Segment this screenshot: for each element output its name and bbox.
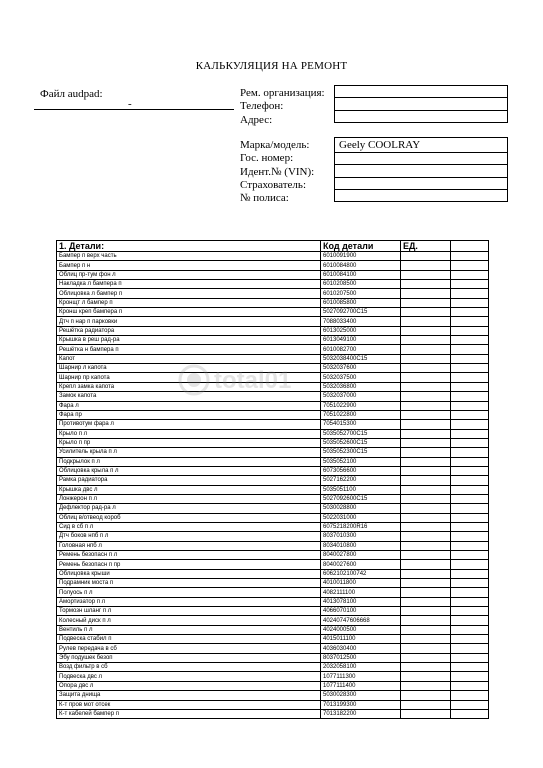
part-code-cell: 4024000500 — [321, 625, 401, 634]
table-row — [57, 522, 489, 531]
table-row — [57, 261, 489, 270]
table-row — [57, 607, 489, 616]
parts-table — [56, 240, 489, 719]
part-unit-cell — [401, 270, 451, 279]
part-extra-cell — [451, 317, 489, 326]
table-row — [57, 560, 489, 569]
table-row — [57, 252, 489, 261]
part-unit-cell — [401, 326, 451, 335]
part-code-cell: 7088033400 — [321, 317, 401, 326]
part-code-cell: 5035051100 — [321, 485, 401, 494]
part-name-cell: Подвеска двс л — [57, 672, 321, 681]
part-code-cell: 5032038400C15 — [321, 354, 401, 363]
part-code-cell: 7051022900 — [321, 401, 401, 410]
part-code-cell: 5030028300 — [321, 691, 401, 700]
table-row — [57, 308, 489, 317]
part-name-cell: Фара л — [57, 401, 321, 410]
part-unit-cell — [401, 691, 451, 700]
part-unit-cell — [401, 457, 451, 466]
part-code-cell: 5032037000 — [321, 392, 401, 401]
part-name-cell: Опора двс л — [57, 681, 321, 690]
part-unit-cell — [401, 466, 451, 475]
make-model-field[interactable]: Geely COOLRAY — [334, 137, 508, 153]
part-name-cell: Фара пр — [57, 410, 321, 419]
part-extra-cell — [451, 551, 489, 560]
table-row — [57, 270, 489, 279]
part-extra-cell — [451, 345, 489, 354]
repair-org-label: Рем. организация: — [240, 87, 325, 99]
part-unit-cell — [401, 448, 451, 457]
part-name-cell: Противотум фара л — [57, 420, 321, 429]
part-unit-cell — [401, 336, 451, 345]
file-label: Файл audpad: — [40, 88, 103, 100]
vehicle-fields — [334, 137, 508, 202]
file-value: - — [128, 98, 132, 110]
part-code-cell: 6013049100 — [321, 336, 401, 345]
table-row — [57, 597, 489, 606]
table-row — [57, 672, 489, 681]
part-code-cell: 6073056600 — [321, 466, 401, 475]
table-row — [57, 438, 489, 447]
part-code-cell: 1077111300 — [321, 672, 401, 681]
part-extra-cell — [451, 672, 489, 681]
column-header-code: Код детали — [321, 241, 401, 252]
plate-field[interactable] — [334, 152, 508, 165]
part-name-cell: Решётка радиатора — [57, 326, 321, 335]
part-extra-cell — [451, 401, 489, 410]
part-code-cell: 8040027600 — [321, 560, 401, 569]
part-name-cell: Ремень безопасн п л — [57, 551, 321, 560]
part-extra-cell — [451, 691, 489, 700]
table-row — [57, 504, 489, 513]
part-code-cell: 5035052700C15 — [321, 429, 401, 438]
parts-table-body — [57, 252, 489, 719]
table-row — [57, 663, 489, 672]
part-code-cell: 6075218200R16 — [321, 522, 401, 531]
part-code-cell: 8040027800 — [321, 551, 401, 560]
part-unit-cell — [401, 317, 451, 326]
part-extra-cell — [451, 438, 489, 447]
part-extra-cell — [451, 504, 489, 513]
part-name-cell: К-т пров мот отсек — [57, 700, 321, 709]
part-extra-cell — [451, 270, 489, 279]
part-extra-cell — [451, 336, 489, 345]
part-name-cell: Крепл замка капота — [57, 382, 321, 391]
part-code-cell: 6010084800 — [321, 261, 401, 270]
part-code-cell: 5035052100 — [321, 457, 401, 466]
part-unit-cell — [401, 709, 451, 718]
part-name-cell: Облиц в/отвеод короб — [57, 513, 321, 522]
part-unit-cell — [401, 280, 451, 289]
part-name-cell: Замок капота — [57, 392, 321, 401]
part-extra-cell — [451, 579, 489, 588]
insured-label: Страхователь: — [240, 178, 306, 191]
part-unit-cell — [401, 644, 451, 653]
table-row — [57, 401, 489, 410]
part-name-cell: Крышка в реш рад-ра — [57, 336, 321, 345]
part-code-cell: 6062102100742 — [321, 569, 401, 578]
part-extra-cell — [451, 700, 489, 709]
part-code-cell: 8034010800 — [321, 541, 401, 550]
table-row — [57, 476, 489, 485]
part-code-cell: 6010208500 — [321, 280, 401, 289]
part-unit-cell — [401, 429, 451, 438]
part-unit-cell — [401, 420, 451, 429]
part-extra-cell — [451, 261, 489, 270]
part-name-cell: Шарнир пр капота — [57, 373, 321, 382]
part-code-cell: 1077111400 — [321, 681, 401, 690]
part-extra-cell — [451, 588, 489, 597]
column-header-parts: 1. Детали: — [57, 241, 321, 252]
part-extra-cell — [451, 448, 489, 457]
part-unit-cell — [401, 532, 451, 541]
part-name-cell: Дтч п нар п парковки — [57, 317, 321, 326]
part-extra-cell — [451, 457, 489, 466]
part-extra-cell — [451, 280, 489, 289]
part-extra-cell — [451, 541, 489, 550]
part-code-cell: 4066070100 — [321, 607, 401, 616]
part-name-cell: Головная нпб л — [57, 541, 321, 550]
part-code-cell: 5035052600C15 — [321, 438, 401, 447]
table-row — [57, 700, 489, 709]
part-extra-cell — [451, 466, 489, 475]
table-row — [57, 616, 489, 625]
part-name-cell: Вентиль п л — [57, 625, 321, 634]
part-extra-cell — [451, 326, 489, 335]
part-code-cell: 6010084100 — [321, 270, 401, 279]
part-name-cell: Подкрылок п л — [57, 457, 321, 466]
part-name-cell: Капот — [57, 354, 321, 363]
part-code-cell: 6010085800 — [321, 298, 401, 307]
part-unit-cell — [401, 513, 451, 522]
part-unit-cell — [401, 551, 451, 560]
part-code-cell: 8037010300 — [321, 532, 401, 541]
part-name-cell: Подрамник моста п — [57, 579, 321, 588]
part-unit-cell — [401, 438, 451, 447]
part-unit-cell — [401, 354, 451, 363]
part-name-cell: Крыло п пр — [57, 438, 321, 447]
part-name-cell: Шарнир л капота — [57, 364, 321, 373]
part-name-cell: Возд фильтр в сб — [57, 663, 321, 672]
part-extra-cell — [451, 308, 489, 317]
table-row — [57, 345, 489, 354]
part-code-cell: 6010091900 — [321, 252, 401, 261]
table-row — [57, 532, 489, 541]
part-name-cell: Бампер п верх часть — [57, 252, 321, 261]
policy-label: № полиса: — [240, 192, 289, 205]
part-extra-cell — [451, 709, 489, 718]
part-code-cell: 5022031000 — [321, 513, 401, 522]
part-name-cell: Усилитель крыла п л — [57, 448, 321, 457]
table-row — [57, 457, 489, 466]
part-extra-cell — [451, 681, 489, 690]
table-row — [57, 420, 489, 429]
policy-field[interactable] — [334, 189, 508, 202]
part-unit-cell — [401, 588, 451, 597]
part-code-cell: 7054015300 — [321, 420, 401, 429]
table-row — [57, 410, 489, 419]
part-unit-cell — [401, 541, 451, 550]
file-underline — [34, 109, 234, 110]
part-name-cell: Кронщт л бампер п — [57, 298, 321, 307]
part-extra-cell — [451, 494, 489, 503]
part-unit-cell — [401, 410, 451, 419]
part-extra-cell — [451, 616, 489, 625]
part-name-cell: Рулев передача в сб — [57, 644, 321, 653]
part-extra-cell — [451, 513, 489, 522]
part-name-cell: Колесный диск п л — [57, 616, 321, 625]
table-row — [57, 336, 489, 345]
part-code-cell: 6010207500 — [321, 289, 401, 298]
part-extra-cell — [451, 429, 489, 438]
repair-org-labels — [240, 87, 325, 127]
part-unit-cell — [401, 485, 451, 494]
part-name-cell: Эбу подушек безоп — [57, 653, 321, 662]
address-field[interactable] — [334, 110, 508, 123]
part-extra-cell — [451, 410, 489, 419]
part-extra-cell — [451, 597, 489, 606]
phone-label: Телефон: — [240, 100, 284, 113]
part-code-cell: 5035052300C15 — [321, 448, 401, 457]
table-row — [57, 429, 489, 438]
part-name-cell: Бампер п н — [57, 261, 321, 270]
part-name-cell: Подвеска стабил п — [57, 635, 321, 644]
part-unit-cell — [401, 560, 451, 569]
table-row — [57, 513, 489, 522]
part-extra-cell — [451, 354, 489, 363]
part-extra-cell — [451, 252, 489, 261]
part-extra-cell — [451, 644, 489, 653]
part-name-cell: Ремень безопасн п пр — [57, 560, 321, 569]
table-row — [57, 551, 489, 560]
part-unit-cell — [401, 635, 451, 644]
part-unit-cell — [401, 252, 451, 261]
part-code-cell: 4036030400 — [321, 644, 401, 653]
part-unit-cell — [401, 401, 451, 410]
table-row — [57, 494, 489, 503]
table-row — [57, 485, 489, 494]
table-row — [57, 541, 489, 550]
part-unit-cell — [401, 579, 451, 588]
table-row — [57, 635, 489, 644]
table-row — [57, 280, 489, 289]
table-row — [57, 317, 489, 326]
table-row — [57, 448, 489, 457]
part-extra-cell — [451, 373, 489, 382]
part-extra-cell — [451, 607, 489, 616]
part-unit-cell — [401, 607, 451, 616]
repair-org-field[interactable] — [334, 85, 508, 98]
part-extra-cell — [451, 522, 489, 531]
part-code-cell: 5032037600 — [321, 364, 401, 373]
part-unit-cell — [401, 298, 451, 307]
part-code-cell: 4013078100 — [321, 597, 401, 606]
table-row — [57, 569, 489, 578]
part-name-cell: Сид в сб п л — [57, 522, 321, 531]
part-unit-cell — [401, 504, 451, 513]
part-unit-cell — [401, 522, 451, 531]
part-name-cell: Амортизатор п л — [57, 597, 321, 606]
part-name-cell: Облицовка крыши — [57, 569, 321, 578]
part-extra-cell — [451, 382, 489, 391]
part-extra-cell — [451, 298, 489, 307]
part-unit-cell — [401, 261, 451, 270]
part-extra-cell — [451, 476, 489, 485]
part-unit-cell — [401, 308, 451, 317]
table-row — [57, 289, 489, 298]
part-code-cell: 5032036800 — [321, 382, 401, 391]
part-extra-cell — [451, 560, 489, 569]
part-unit-cell — [401, 392, 451, 401]
part-name-cell: Крышка двс л — [57, 485, 321, 494]
part-unit-cell — [401, 597, 451, 606]
part-unit-cell — [401, 663, 451, 672]
part-unit-cell — [401, 382, 451, 391]
table-row — [57, 588, 489, 597]
part-name-cell: Решётка н бампера п — [57, 345, 321, 354]
part-code-cell: 40240747606668 — [321, 616, 401, 625]
part-unit-cell — [401, 289, 451, 298]
part-code-cell: 5032037500 — [321, 373, 401, 382]
part-unit-cell — [401, 364, 451, 373]
part-extra-cell — [451, 532, 489, 541]
table-row — [57, 681, 489, 690]
table-row — [57, 326, 489, 335]
table-row — [57, 579, 489, 588]
part-name-cell: Тормозн шланг п л — [57, 607, 321, 616]
part-code-cell: 5027092600C15 — [321, 494, 401, 503]
part-name-cell: Накладка л бампера п — [57, 280, 321, 289]
part-name-cell: Рамка радиатора — [57, 476, 321, 485]
part-code-cell: 4010011800 — [321, 579, 401, 588]
make-model-label: Марка/модель: — [240, 139, 310, 151]
table-row — [57, 653, 489, 662]
watermark-text: total01 — [214, 367, 292, 394]
vin-label: Идент.№ (VIN): — [240, 165, 315, 178]
part-unit-cell — [401, 373, 451, 382]
part-name-cell: Кронш креп бампера п — [57, 308, 321, 317]
phone-field[interactable] — [334, 97, 508, 110]
table-row — [57, 466, 489, 475]
plate-label: Гос. номер: — [240, 152, 294, 165]
part-code-cell: 4082111100 — [321, 588, 401, 597]
part-name-cell: Облиц пр-тум фон л — [57, 270, 321, 279]
part-extra-cell — [451, 364, 489, 373]
part-name-cell: Крыло п л — [57, 429, 321, 438]
part-name-cell: Защита днища — [57, 691, 321, 700]
part-name-cell: Полуось п л — [57, 588, 321, 597]
table-row — [57, 644, 489, 653]
vehicle-labels — [240, 139, 314, 205]
part-code-cell: 7013182200 — [321, 709, 401, 718]
column-header-extra — [451, 241, 489, 252]
part-extra-cell — [451, 392, 489, 401]
table-row — [57, 625, 489, 634]
part-unit-cell — [401, 700, 451, 709]
part-extra-cell — [451, 625, 489, 634]
part-extra-cell — [451, 289, 489, 298]
part-code-cell: 6013025000 — [321, 326, 401, 335]
part-unit-cell — [401, 616, 451, 625]
repair-org-fields — [334, 85, 508, 123]
part-unit-cell — [401, 681, 451, 690]
part-name-cell: Облицовка л бампер п — [57, 289, 321, 298]
part-extra-cell — [451, 420, 489, 429]
part-code-cell: 5030028800 — [321, 504, 401, 513]
document-title: КАЛЬКУЛЯЦИЯ НА РЕМОНТ — [195, 60, 348, 72]
table-row — [57, 691, 489, 700]
part-extra-cell — [451, 635, 489, 644]
part-extra-cell — [451, 653, 489, 662]
part-name-cell: Лонжерон п л — [57, 494, 321, 503]
part-code-cell: 5027092700C15 — [321, 308, 401, 317]
part-code-cell: 7051022800 — [321, 410, 401, 419]
part-code-cell: 4015011100 — [321, 635, 401, 644]
part-unit-cell — [401, 653, 451, 662]
part-name-cell: Дефлектор рад-ра л — [57, 504, 321, 513]
watermark-dot-icon — [187, 373, 201, 387]
table-row — [57, 298, 489, 307]
column-header-unit: ЕД. — [401, 241, 451, 252]
parts-table-header — [57, 241, 489, 252]
part-code-cell: 2032058100 — [321, 663, 401, 672]
part-name-cell: К-т кабелей бампер п — [57, 709, 321, 718]
part-unit-cell — [401, 494, 451, 503]
part-name-cell: Дтч боков нпб п л — [57, 532, 321, 541]
part-name-cell: Облицовка крыла п л — [57, 466, 321, 475]
part-extra-cell — [451, 663, 489, 672]
part-code-cell: 7013199300 — [321, 700, 401, 709]
insured-field[interactable] — [334, 177, 508, 190]
part-code-cell: 8037012500 — [321, 653, 401, 662]
part-unit-cell — [401, 672, 451, 681]
vin-field[interactable] — [334, 164, 508, 177]
part-unit-cell — [401, 625, 451, 634]
part-unit-cell — [401, 476, 451, 485]
part-unit-cell — [401, 569, 451, 578]
part-code-cell: 5027162200 — [321, 476, 401, 485]
part-extra-cell — [451, 485, 489, 494]
part-extra-cell — [451, 569, 489, 578]
address-label: Адрес: — [240, 113, 273, 126]
part-code-cell: 6010082700 — [321, 345, 401, 354]
watermark-logo — [176, 360, 376, 400]
part-unit-cell — [401, 345, 451, 354]
table-row — [57, 709, 489, 718]
